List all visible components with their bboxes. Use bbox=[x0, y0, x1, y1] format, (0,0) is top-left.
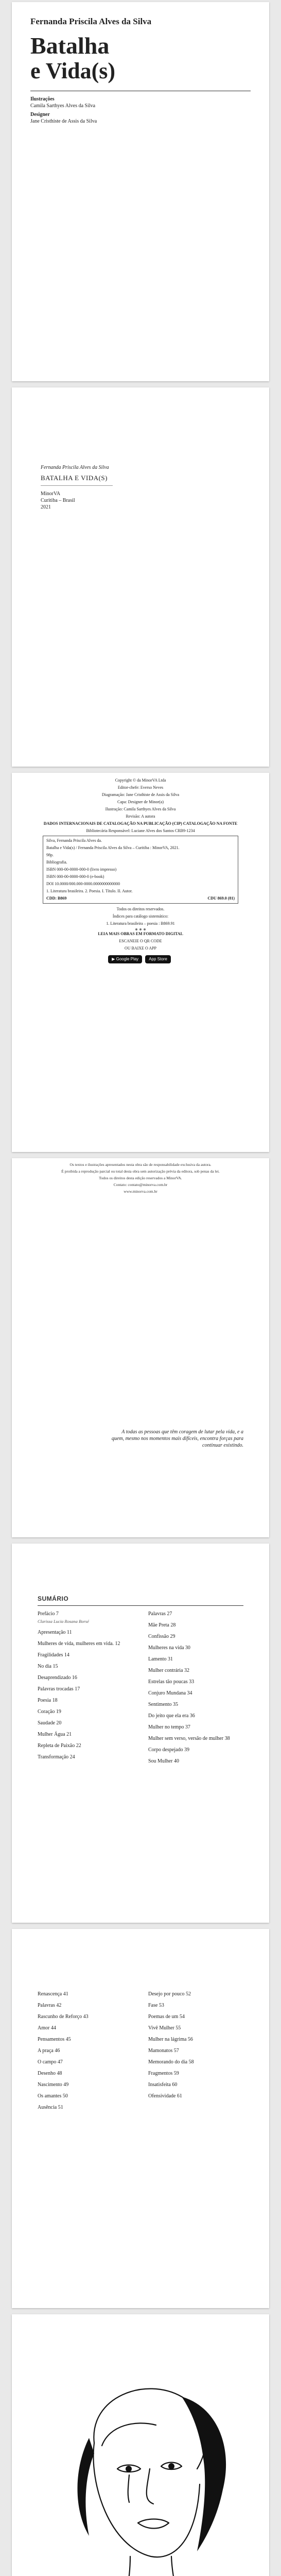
toc-entry[interactable]: A praça 46 bbox=[38, 2048, 60, 2054]
card-line: ISBN 000-00-0000-000-0 (livro impresso) bbox=[46, 867, 117, 872]
credit-value: Jane Cristhiste de Assis da Silva bbox=[30, 118, 97, 124]
toc-entry[interactable]: Palavras 42 bbox=[38, 2003, 62, 2008]
summary-columns bbox=[38, 1611, 243, 1769]
document-viewer[interactable] bbox=[0, 2, 281, 2576]
toc-entry[interactable]: Saudade 20 bbox=[38, 1720, 62, 1726]
toc-entry[interactable]: Mulher Água 21 bbox=[38, 1732, 72, 1737]
dedication: A todas as pessoas que têm coragem de lutar pela vida, e a quem, mesmo nos momentos mais difíceis, encontra forças para continuar existindo. bbox=[111, 1429, 243, 1448]
toc-entry[interactable]: Renascença 41 bbox=[38, 1991, 68, 1997]
catalog-note: Todos os direitos reservados. bbox=[116, 907, 165, 911]
toc-entry[interactable]: Mãe Preta 28 bbox=[148, 1622, 176, 1628]
toc-entry[interactable]: Vivê Mulher 55 bbox=[148, 2025, 181, 2031]
toc-entry[interactable]: Os amantes 50 bbox=[38, 2093, 68, 2099]
summary-heading: SUMÁRIO bbox=[38, 1595, 69, 1602]
title-page-imprint bbox=[41, 490, 75, 511]
toc-entry[interactable]: Mulheres na vida 30 bbox=[148, 1645, 190, 1651]
toc-entry[interactable]: Insatisfeita 60 bbox=[148, 2082, 178, 2088]
catalog-line: Copyright © da MinorVA Ltda bbox=[115, 778, 166, 783]
toc-entry[interactable]: Amor 44 bbox=[38, 2025, 56, 2031]
toc-entry[interactable]: Repleta de Paixão 22 bbox=[38, 1743, 81, 1749]
toc-entry[interactable]: Ofensividade 61 bbox=[148, 2093, 182, 2099]
credit-value: Camila Sarthyes Alves da Silva bbox=[30, 103, 96, 109]
cdd-code: CDD: B869 bbox=[46, 896, 67, 901]
credit-label: Ilustrações bbox=[30, 96, 55, 102]
summary-column-right bbox=[148, 1991, 243, 2115]
summary-columns bbox=[38, 1991, 243, 2115]
cover-page bbox=[12, 2, 269, 381]
summary-column-left bbox=[38, 1991, 133, 2115]
toc-entry[interactable]: Mulher no tempo 37 bbox=[148, 1724, 190, 1730]
imprint-line: 2021 bbox=[41, 504, 51, 510]
card-line: ISBN 000-00-0000-000-0 (e-book) bbox=[46, 874, 104, 879]
toc-entry-author: Clarissa Lucia Rosana Borsé bbox=[38, 1619, 89, 1624]
summary-page-continued bbox=[12, 1929, 269, 2308]
catalog-line: Editor-chefe: Everso Neves bbox=[117, 785, 164, 790]
play-icon: ▶ bbox=[112, 957, 116, 961]
cdu-code: CDU 869.0 (81) bbox=[207, 896, 235, 901]
toc-entry[interactable]: Palavras 27 bbox=[148, 1611, 172, 1617]
toc-entry[interactable]: O campo 47 bbox=[38, 2059, 63, 2065]
toc-entry[interactable]: Desaprendizado 16 bbox=[38, 1675, 77, 1681]
catalog-note: 1. Literatura brasileira – poesia : B869.91 bbox=[106, 921, 175, 926]
toc-entry[interactable]: Fragmentos 59 bbox=[148, 2071, 179, 2076]
toc-entry[interactable]: Transformação 24 bbox=[38, 1754, 75, 1760]
credit-label: Designer bbox=[30, 112, 50, 117]
toc-entry[interactable]: Nascimento 49 bbox=[38, 2082, 69, 2088]
cover-subtitle: e Vida(s) bbox=[30, 58, 115, 83]
legal-line: É proibida a reprodução parcial ou total desta obra sem autorização prévia da editora, sob penas da lei. bbox=[61, 1169, 220, 1174]
cover-author: Fernanda Priscila Alves da Silva bbox=[30, 16, 152, 26]
toc-entry[interactable]: Mulher na lágrima 56 bbox=[148, 2037, 193, 2042]
toc-entry[interactable]: Rascunho de Reforço 43 bbox=[38, 2014, 89, 2020]
app-promo-line: OU BAIXE O APP bbox=[124, 946, 156, 951]
toc-entry[interactable]: Palavras trocadas 17 bbox=[38, 1686, 80, 1692]
toc-entry[interactable]: Do jeito que ela era 36 bbox=[148, 1713, 195, 1719]
google-play-badge[interactable]: ▶ Google Play bbox=[108, 955, 142, 963]
legal-website: www.minorva.com.br bbox=[124, 1189, 157, 1194]
title-page-divider bbox=[41, 485, 113, 486]
card-line: Bibliografia. bbox=[46, 860, 67, 865]
toc-entry[interactable]: Desenho 48 bbox=[38, 2071, 62, 2076]
toc-entry[interactable]: Prefácio 7 Clarissa Lucia Rosana Borsé bbox=[38, 1611, 133, 1625]
title-page bbox=[12, 387, 269, 767]
card-line: Silva, Fernanda Priscila Alves da. bbox=[46, 838, 102, 843]
toc-entry[interactable]: Pensamentos 45 bbox=[38, 2037, 71, 2042]
toc-entry[interactable]: Fragilidades 14 bbox=[38, 1652, 69, 1658]
toc-entry[interactable]: Fase 53 bbox=[148, 2003, 164, 2008]
toc-entry[interactable]: Desejo por pouco 52 bbox=[148, 1991, 191, 1997]
cover-credits bbox=[30, 96, 185, 127]
catalog-line: Capa: Designer de Minor(a) bbox=[117, 800, 164, 804]
toc-entry[interactable]: Sentimento 35 bbox=[148, 1702, 179, 1707]
toc-entry[interactable]: Memorando do dia 58 bbox=[148, 2059, 194, 2065]
toc-entry[interactable]: Sou Mulher 40 bbox=[148, 1758, 179, 1764]
card-line: DOI 10.0000/000.000-0000.0000000000000 bbox=[46, 882, 120, 886]
legal-contact: Contato: contato@minorva.com.br bbox=[113, 1182, 168, 1187]
imprint-line: Curitiba – Brasil bbox=[41, 498, 75, 503]
title-page-title: BATALHA E VIDA(S) bbox=[41, 474, 108, 482]
cover-title: Batalha bbox=[30, 32, 110, 59]
app-store-badge[interactable]: App Store bbox=[145, 955, 171, 963]
legal-notice bbox=[43, 1162, 238, 1196]
catalog-line: Diagramação: Jane Cristhiste de Assis da Silva bbox=[101, 792, 180, 797]
title-page-author: Fernanda Priscila Alves da Silva bbox=[41, 465, 109, 470]
toc-entry[interactable]: Coração 19 bbox=[38, 1709, 61, 1715]
catalog-page bbox=[12, 773, 269, 1152]
app-promo-line: LEIA MAIS OBRAS EM FORMATO DIGITAL bbox=[98, 931, 183, 936]
separator-dots bbox=[43, 928, 238, 930]
app-promo-line: ESCANEIE O QR CODE bbox=[119, 939, 162, 943]
toc-entry[interactable]: Lamento 31 bbox=[148, 1656, 173, 1662]
summary-divider bbox=[38, 1605, 243, 1606]
toc-entry[interactable]: Ausência 51 bbox=[38, 2105, 63, 2110]
legal-page bbox=[12, 1158, 269, 1537]
toc-entry[interactable]: Confissão 29 bbox=[148, 1634, 175, 1639]
card-line: Batalha e Vida(s) / Fernanda Priscila Alves da Silva – Curitiba : MinorVA, 2021. bbox=[46, 845, 180, 850]
summary-column-right bbox=[148, 1611, 243, 1769]
toc-entry[interactable]: Poesia 18 bbox=[38, 1698, 58, 1703]
toc-entry[interactable]: Poemas de um 54 bbox=[148, 2014, 185, 2020]
card-line: 98p. bbox=[46, 853, 54, 857]
legal-line: Os textos e ilustrações apresentados nesta obra são de responsabilidade exclusiva da autora. bbox=[69, 1162, 212, 1167]
toc-entry[interactable]: Mamonatos 57 bbox=[148, 2048, 179, 2054]
toc-entry[interactable]: Estrelas tão poucas 33 bbox=[148, 1679, 195, 1685]
toc-entry[interactable]: Conjuro Mundana 34 bbox=[148, 1690, 192, 1696]
toc-entry[interactable]: Mulher sem verso, versão de mulher 38 bbox=[148, 1736, 230, 1741]
cip-heading: DADOS INTERNACIONAIS DE CATALOGAÇÃO NA PUBLICAÇÃO (CIP) CATALOGAÇÃO NA FONTE bbox=[43, 821, 238, 826]
catalog-note: Índices para catálogo sistemático: bbox=[112, 914, 169, 919]
summary-column-left bbox=[38, 1611, 133, 1769]
catalog-line: Revisão: A autora bbox=[126, 814, 155, 819]
card-line: 1. Literatura brasileira. 2. Poesia. I. Título. II. Autor. bbox=[46, 889, 133, 893]
toc-entry[interactable]: Mulheres de vida, mulheres em vida. 12 bbox=[38, 1641, 120, 1647]
cip-librarian: Bibliotecária Responsável: Luciane Alves dos Santos CRB9-1234 bbox=[86, 828, 195, 833]
woman-face-illustration bbox=[12, 2314, 269, 2576]
toc-entry[interactable]: Mulher contrária 32 bbox=[148, 1668, 189, 1673]
illustration-page bbox=[12, 2314, 269, 2576]
toc-entry[interactable]: No dia 15 bbox=[38, 1664, 58, 1669]
summary-page bbox=[12, 1544, 269, 1923]
legal-line: Todos os direitos desta edição reservados a MinorVA. bbox=[99, 1176, 182, 1180]
toc-entry[interactable]: Corpo despejado 39 bbox=[148, 1747, 189, 1753]
catalog-block bbox=[43, 778, 238, 963]
catalog-line: Ilustração: Camila Sarthyes Alves da Silva bbox=[105, 807, 176, 811]
toc-entry[interactable]: Apresentação 11 bbox=[38, 1630, 72, 1635]
imprint-line: MinorVA bbox=[41, 491, 61, 497]
catalog-card bbox=[43, 836, 238, 904]
